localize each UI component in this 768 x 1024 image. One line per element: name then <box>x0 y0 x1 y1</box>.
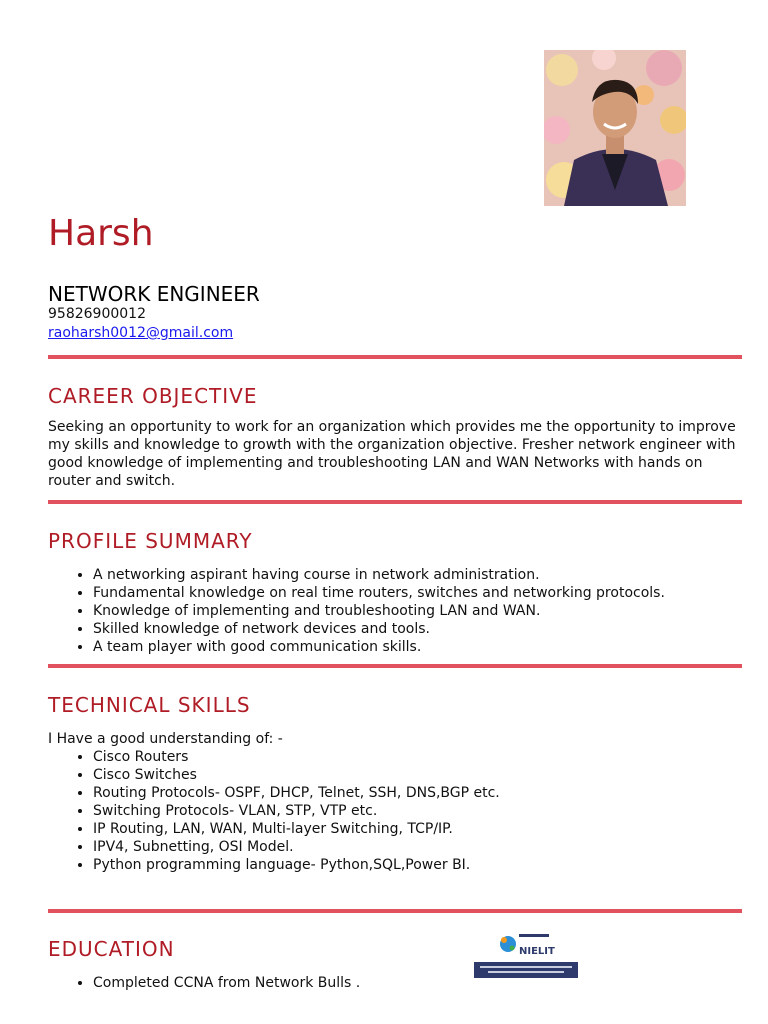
list-item: • A team player with good communication skills. <box>93 638 768 656</box>
list-item: • Knowledge of implementing and troubleshooting LAN and WAN. <box>93 602 768 620</box>
job-title: NETWORK ENGINEER <box>48 282 260 306</box>
email-link[interactable]: raoharsh0012@gmail.com <box>48 325 234 341</box>
profile-summary-heading: PROFILE SUMMARY <box>48 529 253 553</box>
phone-number: 95826900012 <box>48 306 146 322</box>
section-divider <box>48 664 742 668</box>
nielit-logo <box>474 930 578 978</box>
candidate-name: Harsh <box>48 213 154 254</box>
profile-photo <box>544 50 686 206</box>
list-item: • Fundamental knowledge on real time routers, switches and networking protocols. <box>93 584 768 602</box>
section-divider <box>48 500 742 504</box>
list-item: • Skilled knowledge of network devices and tools. <box>93 620 768 638</box>
list-item: • Cisco Switches <box>93 766 768 784</box>
education-list <box>48 974 768 992</box>
technical-skills-list <box>48 748 768 874</box>
list-item: • Routing Protocols- OSPF, DHCP, Telnet, SSH, DNS,BGP etc. <box>93 784 768 802</box>
list-item: • Completed CCNA from Network Bulls . <box>93 974 768 992</box>
career-objective-text: Seeking an opportunity to work for an organization which provides me the opportunity to improve my skills and knowledge to growth with the organization objective. Fresher network engineer with good knowledge of implementing and troubleshooting LAN and WAN Networks with hands on router and switch. <box>48 419 736 489</box>
technical-skills-heading: TECHNICAL SKILLS <box>48 693 251 717</box>
career-objective-heading: CAREER OBJECTIVE <box>48 384 258 408</box>
list-item: • A networking aspirant having course in network administration. <box>93 566 768 584</box>
list-item: • IP Routing, LAN, WAN, Multi-layer Switching, TCP/IP. <box>93 820 768 838</box>
education-heading: EDUCATION <box>48 937 175 961</box>
section-divider <box>48 909 742 913</box>
technical-skills-intro: I Have a good understanding of: - <box>48 731 283 747</box>
list-item: • Switching Protocols- VLAN, STP, VTP etc. <box>93 802 768 820</box>
section-divider <box>48 355 742 359</box>
list-item: • IPV4, Subnetting, OSI Model. <box>93 838 768 856</box>
logo-text: NIELIT <box>519 946 555 957</box>
list-item: • Python programming language- Python,SQL,Power BI. <box>93 856 768 874</box>
profile-summary-list <box>48 566 768 656</box>
list-item: • Cisco Routers <box>93 748 768 766</box>
